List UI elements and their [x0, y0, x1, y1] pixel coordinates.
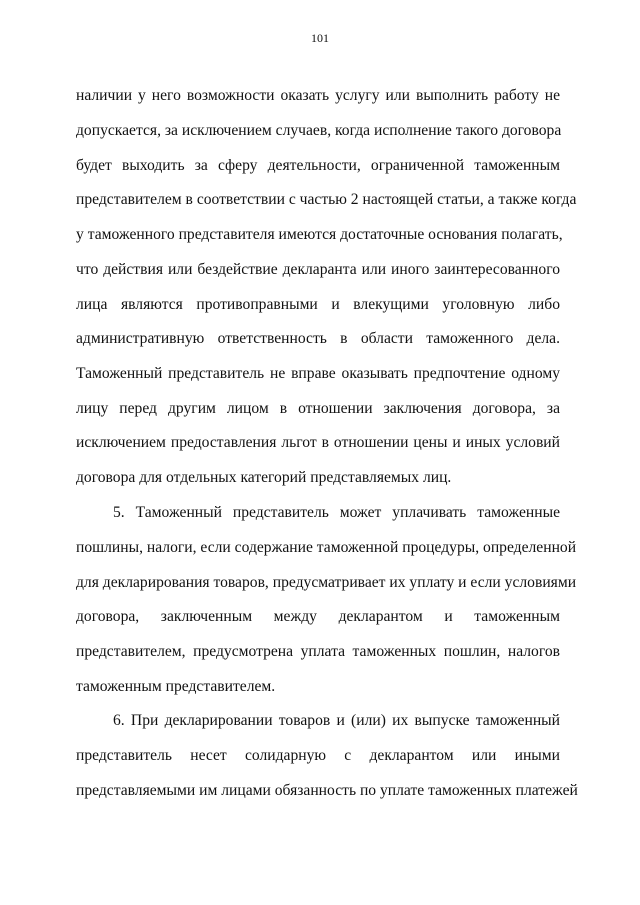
text-line: представителем, предусмотрена уплата таможенных пошлин, налогов	[76, 643, 560, 660]
text-line: что действия или бездействие декларанта или иного заинтересованного	[76, 261, 560, 278]
text-line: исключением предоставления льгот в отношении цены и иных условий	[76, 434, 560, 451]
text-line: представляемыми им лицами обязанность по уплате таможенных платежей	[76, 782, 578, 799]
text-line: пошлины, налоги, если содержание таможенной процедуры, определенной	[76, 539, 577, 556]
text-line: административную ответственность в области таможенного дела.	[76, 330, 560, 347]
text-line: наличии у него возможности оказать услугу или выполнить работу не	[76, 87, 560, 104]
text-line: представителем в соответствии с частью 2 настоящей статьи, а также когда	[76, 191, 577, 208]
text-line: таможенным представителем.	[76, 678, 276, 695]
text-line: у таможенного представителя имеются достаточные основания полагать,	[76, 226, 563, 243]
paragraph-5-start: 5. Таможенный представитель может уплачивать таможенные	[113, 504, 560, 521]
text-line: для декларирования товаров, предусматривает их уплату и если условиями	[76, 574, 577, 591]
page-number: 101	[311, 31, 329, 45]
text-line: договора, заключенным между декларантом и таможенным	[76, 608, 560, 625]
text-line: допускается, за исключением случаев, когда исполнение такого договора	[76, 122, 562, 139]
text-line: Таможенный представитель не вправе оказывать предпочтение одному	[76, 365, 560, 382]
text-line: представитель несет солидарную с декларантом или иными	[76, 747, 560, 764]
text-line: лица являются противоправными и влекущими уголовную либо	[76, 296, 560, 313]
text-line: будет выходить за сферу деятельности, ограниченной таможенным	[76, 157, 560, 174]
text-line: лицу перед другим лицом в отношении заключения договора, за	[76, 400, 560, 417]
paragraph-6-start: 6. При декларировании товаров и (или) их выпуске таможенный	[113, 712, 560, 729]
text-line: договора для отдельных категорий представляемых лиц.	[76, 469, 452, 486]
